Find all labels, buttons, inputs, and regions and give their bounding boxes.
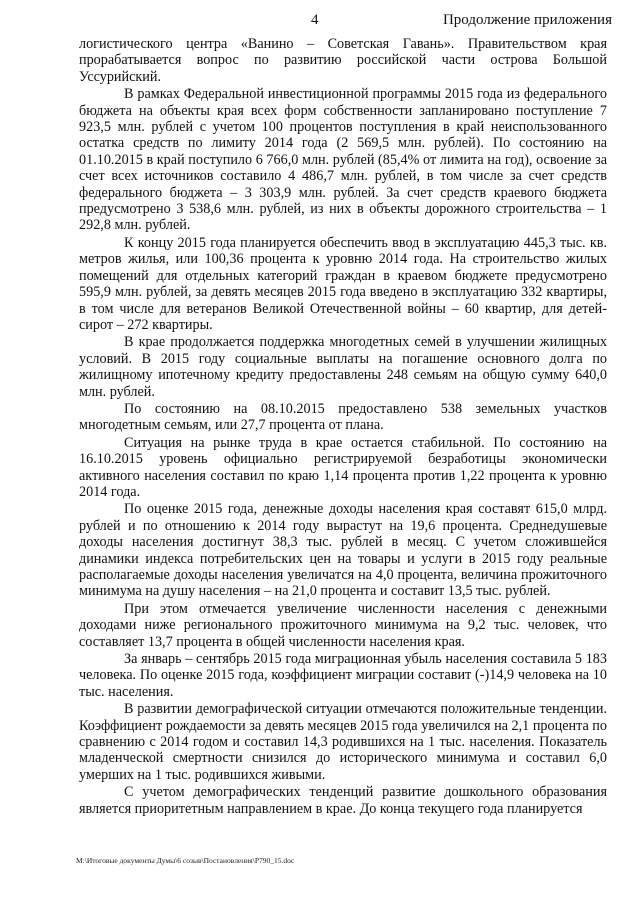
paragraph-migration: За январь – сентябрь 2015 года миграционная убыль населения составила 5 183 человека. По оценке 2015 года, коэффициент миграции составит (-)14,9 человека на 10 тыс. населения. bbox=[79, 651, 607, 700]
paragraph-continuation: логистического центра «Ванино – Советская Гавань». Правительством края прорабатывается вопрос по развитию российской части острова Большой Уссурийский. bbox=[79, 36, 607, 85]
page-header bbox=[0, 12, 640, 34]
paragraph-demography: В развитии демографической ситуации отмечаются положительные тенденции. Коэффициент рождаемости за девять месяцев 2015 года увеличился на 2,1 процента по сравнению с 2014 годом и составил 14,3 родившихся на 1 тыс. населения. Показатель младенческой смертности снизился до исторического минимума и составил 6,0 умерших на 1 тыс. родившихся живыми. bbox=[79, 701, 607, 783]
page-number: 4 bbox=[311, 12, 319, 28]
paragraph-income: По оценке 2015 года, денежные доходы населения края составят 615,0 млрд. рублей и по отношению к 2014 году вырастут на 19,6 процента. Среднедушевые доходы населения достигнут 38,3 тыс. рублей в месяц. С учетом сложившейся динамики индекса потребительских цен на товары и услуги в 2015 году реальные располагаемые доходы населения увеличатся на 4,0 процента, величина прожиточного минимума на душу населения – на 21,0 процента и составит 13,5 тыс. рублей. bbox=[79, 501, 607, 600]
paragraph-housing-construction: К концу 2015 года планируется обеспечить ввод в эксплуатацию 445,3 тыс. кв. метров жилья, или 100,36 процента к уровню 2014 года. На строительство жилых помещений для отдельных категорий граждан в краевом бюджете предусмотрено 595,9 млн. рублей, за девять месяцев 2015 года введено в эксплуатацию 332 квартиры, в том числе для ветеранов Великой Отечественной войны – 60 квартир, для детей-сирот – 272 квартиры. bbox=[79, 234, 607, 333]
paragraph-land-plots: По состоянию на 08.10.2015 предоставлено 538 земельных участков многодетным семьям, или 27,7 процента от плана. bbox=[79, 400, 607, 434]
paragraph-poverty: При этом отмечается увеличение численности населения с денежными доходами ниже регионального прожиточного минимума на 9,2 тыс. человек, что составляет 13,7 процента в общей численности населения края. bbox=[79, 600, 607, 650]
paragraph-preschool-education: С учетом демографических тенденций развитие дошкольного образования является приоритетным направлением в крае. До конца текущего года планируется bbox=[79, 784, 607, 817]
file-path-footer: M:\Итоговые документы Думы\6 созыв\Постановления\Р790_15.doc bbox=[76, 856, 295, 865]
paragraph-investment-program: В рамках Федеральной инвестиционной программы 2015 года из федерального бюджета на объекты края всех форм собственности запланировано поступление 7 923,5 млн. рублей с учетом 100 процентов поступления в край неиспользованного остатка средств по лимиту 2014 года (2 569,5 млн. рублей). По состоянию на 01.10.2015 в край поступило 6 766,0 млн. рублей (85,4% от лимита на год), освоение за счет всех источников составило 4 486,7 млн. рублей, в том числе за счет средств федерального бюджета – 3 303,9 млн. рублей. За счет средств краевого бюджета предусмотрено 3 538,6 млн. рублей, из них в объекты дорожного строительства – 1 292,8 млн. рублей. bbox=[79, 86, 607, 234]
paragraph-large-families-support: В крае продолжается поддержка многодетных семей в улучшении жилищных условий. В 2015 году социальные выплаты на погашение основного долга по жилищному ипотечному кредиту предоставлены 248 семьям на общую сумму 640,0 млн. рублей. bbox=[79, 334, 607, 400]
document-body bbox=[79, 36, 607, 818]
paragraph-labor-market: Ситуация на рынке труда в крае остается стабильной. По состоянию на 16.10.2015 уровень официально регистрируемой безработицы экономически активного населения составил по краю 1,14 процента против 1,22 процента к уровню 2014 года. bbox=[79, 434, 607, 500]
header-continuation-note: Продолжение приложения bbox=[442, 12, 612, 28]
